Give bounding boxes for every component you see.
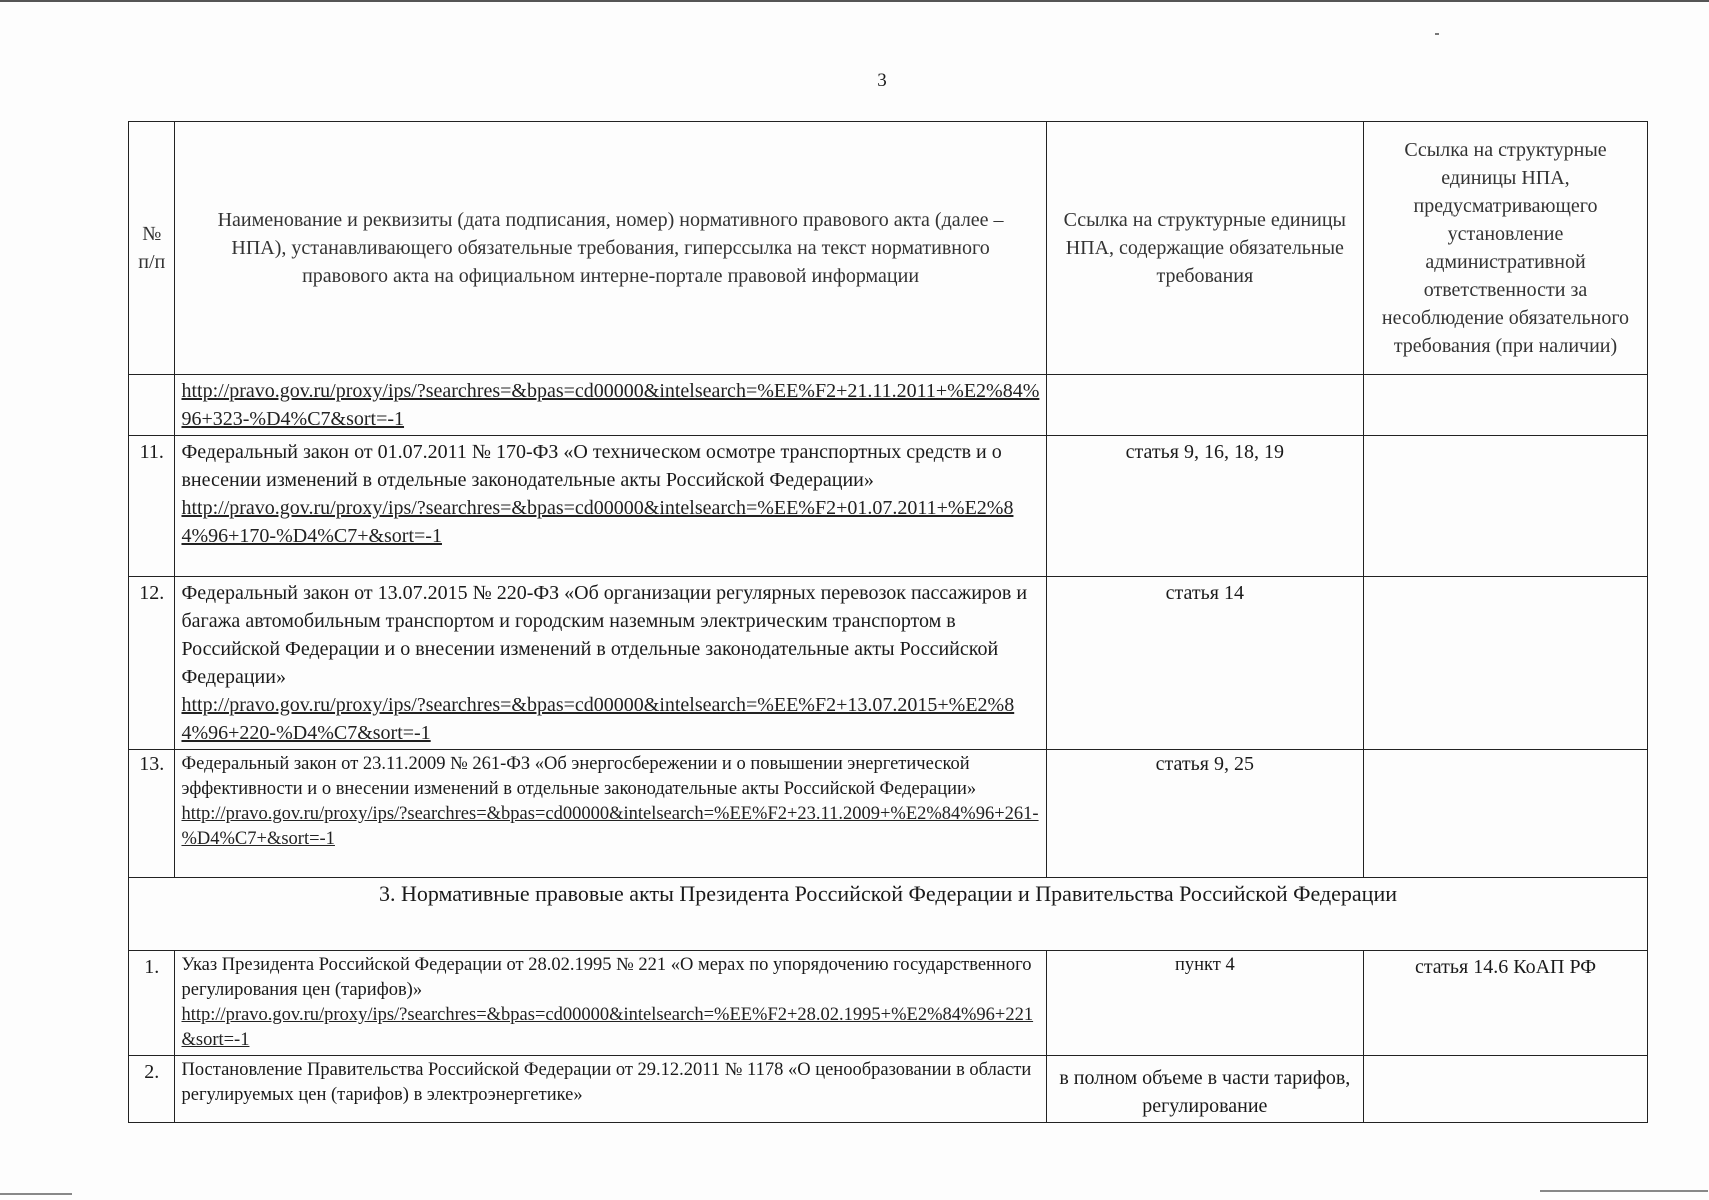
scan-speck: [1435, 33, 1439, 35]
row-name: [175, 750, 1046, 878]
section-heading-row: [129, 878, 1648, 951]
row-name: [175, 375, 1046, 436]
row-ref: пункт 4: [1046, 951, 1363, 1056]
npa-link[interactable]: http://pravo.gov.ru/proxy/ips/?searchres=&bpas=cd00000&intelsearch=%EE%F2+28.02.1995+%E2%84%96+221&sort=-1: [181, 1005, 1034, 1050]
header-adm: Ссылка на структурные единицы НПА, предусматривающего установление административной ответственности за несоблюдение обязательного требования (при наличии): [1363, 122, 1647, 375]
row-adm: [1363, 750, 1647, 878]
row-name: [175, 436, 1046, 577]
row-adm: [1363, 375, 1647, 436]
npa-link[interactable]: http://pravo.gov.ru/proxy/ips/?searchres=&bpas=cd00000&intelsearch=%EE%F2+13.07.2015+%E2%84%96+220-%D4%C7&sort=-1: [181, 694, 1015, 744]
row-adm: [1363, 1056, 1647, 1123]
page-number: 3: [877, 70, 887, 91]
scan-edge-top: [0, 0, 1709, 2]
row-adm: статья 14.6 КоАП РФ: [1363, 951, 1647, 1056]
row-num: 13.: [129, 750, 175, 878]
npa-table: [128, 121, 1648, 1123]
row-ref: статья 9, 16, 18, 19: [1046, 436, 1363, 577]
scan-edge-mark-left: [0, 1193, 72, 1195]
table-row: [129, 577, 1648, 750]
row-name: [175, 577, 1046, 750]
row-num: 1.: [129, 951, 175, 1056]
row-num: 11.: [129, 436, 175, 577]
table-row: [129, 951, 1648, 1056]
table-header-row: [129, 122, 1648, 375]
row-num: 2.: [129, 1056, 175, 1123]
row-adm: [1363, 577, 1647, 750]
row-ref: статья 14: [1046, 577, 1363, 750]
row-adm: [1363, 436, 1647, 577]
row-num: [129, 375, 175, 436]
section-title: 3. Нормативные правовые акты Президента Российской Федерации и Правительства Российской Федерации: [129, 878, 1648, 951]
row-name: [175, 951, 1046, 1056]
table-row: [129, 436, 1648, 577]
table-row: [129, 750, 1648, 878]
row-num: 12.: [129, 577, 175, 750]
npa-title: Постановление Правительства Российской Федерации от 29.12.2011 № 1178 «О ценообразовании в области регулируемых цен (тарифов) в электроэнергетике»: [181, 1060, 1032, 1105]
scan-edge-mark-right: [1540, 1190, 1708, 1192]
table-row: [129, 375, 1648, 436]
row-ref: [1046, 375, 1363, 436]
npa-title: Федеральный закон от 01.07.2011 № 170-ФЗ «О техническом осмотре транспортных средств и о внесении изменений в отдельные законодательные акты Российской Федерации»: [181, 441, 1002, 491]
npa-link[interactable]: http://pravo.gov.ru/proxy/ips/?searchres=&bpas=cd00000&intelsearch=%EE%F2+23.11.2009+%E2%84%96+261-%D4%C7+&sort=-1: [181, 804, 1039, 849]
row-ref: в полном объеме в части тарифов, регулирование: [1046, 1056, 1363, 1123]
npa-title: Федеральный закон от 13.07.2015 № 220-ФЗ «Об организации регулярных перевозок пассажиров и багажа автомобильным транспортом и городским наземным электрическим транспортом в Российской Федерации и о внесении изменений в отдельные законодательные акты Российской Федерации»: [181, 582, 1028, 688]
npa-link[interactable]: http://pravo.gov.ru/proxy/ips/?searchres=&bpas=cd00000&intelsearch=%EE%F2+01.07.2011+%E2%84%96+170-%D4%C7+&sort=-1: [181, 497, 1014, 547]
npa-title: Федеральный закон от 23.11.2009 № 261-ФЗ «Об энергосбережении и о повышении энергетической эффективности и о внесении изменений в отдельные законодательные акты Российской Федерации»: [181, 754, 977, 799]
row-ref: статья 9, 25: [1046, 750, 1363, 878]
row-name: [175, 1056, 1046, 1123]
header-name: Наименование и реквизиты (дата подписания, номер) нормативного правового акта (далее – НПА), устанавливающего обязательные требования, гиперссылка на текст нормативного правового акта на официальном интерне-портале правовой информации: [175, 122, 1046, 375]
header-ref: Ссылка на структурные единицы НПА, содержащие обязательные требования: [1046, 122, 1363, 375]
npa-link[interactable]: http://pravo.gov.ru/proxy/ips/?searchres=&bpas=cd00000&intelsearch=%EE%F2+21.11.2011+%E2%84%96+323-%D4%C7&sort=-1: [181, 380, 1040, 430]
table-row: [129, 1056, 1648, 1123]
npa-title: Указ Президента Российской Федерации от 28.02.1995 № 221 «О мерах по упорядочению государственного регулирования цен (тарифов)»: [181, 955, 1032, 1000]
header-num: № п/п: [129, 122, 175, 375]
